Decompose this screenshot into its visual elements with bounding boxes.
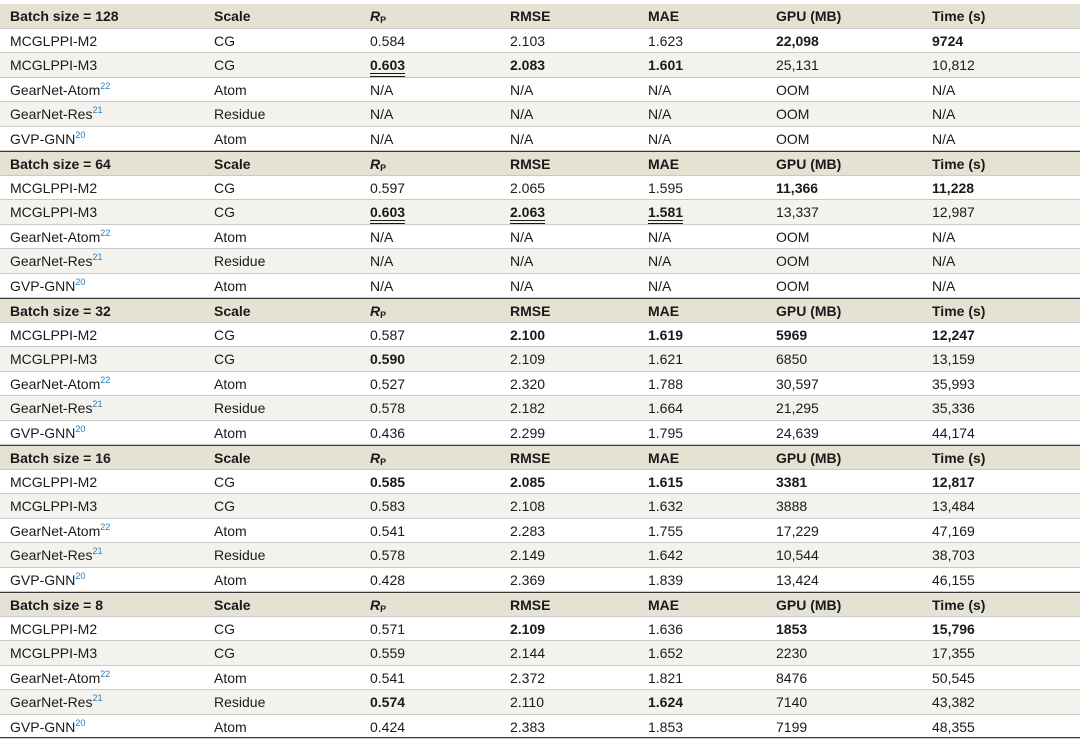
model-name-cell — [10, 127, 85, 151]
model-name: MCGLPPI-M2 — [10, 620, 98, 637]
rp-cell: N/A — [370, 277, 394, 294]
model-name-cell — [10, 421, 85, 445]
model-name: GVP-GNN — [10, 424, 76, 441]
mae-cell: 1.795 — [648, 424, 684, 441]
col-header-rp — [370, 299, 386, 323]
gpu-cell: 22,098 — [776, 32, 819, 49]
rmse-cell: 2.103 — [510, 32, 546, 49]
col-header-scale: Scale — [214, 8, 251, 24]
col-header-gpu: GPU (MB) — [776, 156, 842, 172]
batch-group — [0, 4, 1080, 151]
time-cell: 47,169 — [932, 522, 975, 539]
rmse-cell: 2.283 — [510, 522, 546, 539]
col-header-time: Time (s) — [932, 303, 986, 319]
rp-cell: N/A — [370, 228, 394, 245]
table-row — [0, 225, 1080, 250]
time-cell: 46,155 — [932, 571, 975, 588]
rp-cell: 0.587 — [370, 326, 406, 343]
rp-cell: N/A — [370, 106, 394, 122]
col-header-rp-symbol: R — [370, 8, 381, 24]
mae-cell: 1.623 — [648, 32, 684, 49]
time-cell: 12,817 — [932, 473, 975, 490]
rp-cell: 0.541 — [370, 669, 406, 686]
gpu-cell: 13,337 — [776, 204, 819, 220]
rmse-cell: 2.065 — [510, 179, 546, 196]
model-name-cell — [10, 568, 85, 592]
table-row — [0, 543, 1080, 568]
rmse-cell: 2.109 — [510, 351, 546, 367]
time-cell: 10,812 — [932, 57, 975, 73]
citation-ref: 20 — [75, 570, 86, 581]
rp-cell: 0.541 — [370, 522, 406, 539]
mae-cell: 1.642 — [648, 547, 684, 563]
rmse-cell: N/A — [510, 106, 534, 122]
gpu-cell: 2230 — [776, 645, 808, 661]
model-name-cell — [10, 690, 102, 714]
gpu-cell: 21,295 — [776, 400, 819, 416]
time-cell: 17,355 — [932, 645, 975, 661]
table-row — [0, 568, 1080, 593]
scale-cell: CG — [214, 351, 235, 367]
rmse-cell: 2.100 — [510, 326, 546, 343]
citation-ref: 20 — [75, 129, 86, 140]
rp-cell: N/A — [370, 81, 394, 98]
model-name-cell — [10, 641, 97, 665]
rp-cell: 0.527 — [370, 375, 406, 392]
mae-cell: 1.581 — [648, 203, 683, 224]
table-row — [0, 396, 1080, 421]
time-cell: N/A — [932, 253, 956, 269]
table-row — [0, 323, 1080, 348]
col-header-rmse: RMSE — [510, 450, 551, 466]
scale-cell: Atom — [214, 375, 247, 392]
col-header-time: Time (s) — [932, 450, 986, 466]
batch-group — [0, 592, 1080, 739]
citation-ref: 21 — [92, 105, 103, 115]
model-name-cell — [10, 78, 110, 102]
rp-cell: 0.571 — [370, 620, 406, 637]
col-header-gpu: GPU (MB) — [776, 597, 842, 613]
rmse-cell: 2.369 — [510, 571, 546, 588]
rp-cell: N/A — [370, 130, 394, 147]
col-header-rp-subscript: P — [380, 604, 387, 614]
mae-cell: 1.632 — [648, 498, 684, 514]
model-name: GearNet-Atom — [10, 228, 101, 245]
gpu-cell: OOM — [776, 253, 810, 269]
model-name-cell — [10, 470, 97, 494]
scale-cell: Atom — [214, 424, 247, 441]
batch-size-label: Batch size = 16 — [10, 450, 111, 466]
mae-cell: 1.821 — [648, 669, 684, 686]
gpu-cell: 6850 — [776, 351, 808, 367]
model-name-cell — [10, 494, 97, 518]
model-name: MCGLPPI-M3 — [10, 645, 98, 661]
gpu-cell: OOM — [776, 277, 810, 294]
batch-size-label: Batch size = 128 — [10, 8, 119, 24]
mae-cell: 1.615 — [648, 473, 684, 490]
table-row — [0, 347, 1080, 372]
model-name: GVP-GNN — [10, 277, 76, 294]
rmse-cell: N/A — [510, 228, 534, 245]
citation-ref: 21 — [92, 399, 103, 409]
rmse-cell: N/A — [510, 277, 534, 294]
rp-cell: 0.583 — [370, 498, 406, 514]
col-header-rp-subscript: P — [380, 163, 387, 173]
gpu-cell: 5969 — [776, 326, 808, 343]
scale-cell: Atom — [214, 277, 247, 294]
time-cell: 11,228 — [932, 179, 975, 196]
model-name-cell — [10, 225, 110, 249]
batch-header-row — [0, 445, 1080, 470]
scale-cell: Atom — [214, 228, 247, 245]
citation-ref: 20 — [75, 276, 86, 287]
batch-header-row — [0, 151, 1080, 176]
gpu-cell: 11,366 — [776, 179, 819, 196]
model-name: MCGLPPI-M2 — [10, 179, 98, 196]
col-header-rp — [370, 152, 386, 176]
rmse-cell: 2.144 — [510, 645, 546, 661]
col-header-rp — [370, 593, 386, 617]
model-name: GearNet-Atom — [10, 81, 101, 98]
model-name-cell — [10, 372, 110, 396]
scale-cell: Atom — [214, 718, 247, 735]
scale-cell: Residue — [214, 547, 266, 563]
model-name-cell — [10, 274, 85, 298]
citation-ref: 22 — [100, 80, 111, 91]
table-row — [0, 494, 1080, 519]
rp-cell: 0.603 — [370, 56, 405, 77]
mae-cell: 1.652 — [648, 645, 684, 661]
table-row — [0, 470, 1080, 495]
time-cell: 38,703 — [932, 547, 975, 563]
table-row — [0, 249, 1080, 274]
time-cell: 9724 — [932, 32, 964, 49]
rmse-cell: 2.299 — [510, 424, 546, 441]
col-header-mae: MAE — [648, 597, 680, 613]
rmse-cell: 2.108 — [510, 498, 546, 514]
mae-cell: 1.788 — [648, 375, 684, 392]
col-header-gpu: GPU (MB) — [776, 450, 842, 466]
rmse-cell: 2.063 — [510, 203, 545, 224]
time-cell: 13,159 — [932, 351, 975, 367]
model-name: GearNet-Atom — [10, 522, 101, 539]
model-name: MCGLPPI-M2 — [10, 326, 98, 343]
col-header-mae: MAE — [648, 156, 680, 172]
gpu-cell: 30,597 — [776, 375, 819, 392]
model-name-cell — [10, 519, 110, 543]
table-row — [0, 127, 1080, 152]
batch-header-row — [0, 592, 1080, 617]
col-header-gpu: GPU (MB) — [776, 8, 842, 24]
rmse-cell: 2.110 — [510, 694, 544, 710]
batch-size-label: Batch size = 64 — [10, 156, 111, 172]
mae-cell: 1.839 — [648, 571, 684, 588]
time-cell: 48,355 — [932, 718, 975, 735]
time-cell: N/A — [932, 130, 956, 147]
batch-size-label: Batch size = 8 — [10, 597, 103, 613]
citation-ref: 22 — [100, 521, 111, 532]
model-name-cell — [10, 347, 97, 371]
model-name-cell — [10, 53, 97, 77]
citation-ref: 21 — [92, 252, 103, 262]
model-name: GVP-GNN — [10, 130, 76, 147]
col-header-gpu: GPU (MB) — [776, 303, 842, 319]
gpu-cell: 7140 — [776, 694, 808, 710]
gpu-cell: 7199 — [776, 718, 808, 735]
rp-cell: N/A — [370, 253, 394, 269]
model-name: GearNet-Res — [10, 253, 93, 269]
gpu-cell: 1853 — [776, 620, 808, 637]
mae-cell: N/A — [648, 277, 672, 294]
table-row — [0, 617, 1080, 642]
rp-cell: 0.578 — [370, 400, 406, 416]
rmse-cell: 2.320 — [510, 375, 546, 392]
col-header-rp-symbol: R — [370, 303, 381, 319]
scale-cell: CG — [214, 57, 235, 73]
batch-size-label: Batch size = 32 — [10, 303, 111, 319]
rmse-cell: 2.182 — [510, 400, 546, 416]
citation-ref: 22 — [100, 668, 111, 679]
rmse-cell: 2.109 — [510, 620, 546, 637]
gpu-cell: OOM — [776, 81, 810, 98]
table-row — [0, 200, 1080, 225]
scale-cell: Atom — [214, 522, 247, 539]
col-header-mae: MAE — [648, 450, 680, 466]
scale-cell: CG — [214, 326, 235, 343]
mae-cell: N/A — [648, 253, 672, 269]
mae-cell: N/A — [648, 228, 672, 245]
rmse-cell: 2.149 — [510, 547, 546, 563]
mae-cell: N/A — [648, 130, 672, 147]
rmse-cell: 2.083 — [510, 57, 546, 73]
table-row — [0, 29, 1080, 54]
mae-cell: 1.664 — [648, 400, 684, 416]
scale-cell: CG — [214, 32, 235, 49]
model-name-cell — [10, 396, 102, 420]
rp-cell: 0.559 — [370, 645, 406, 661]
model-name: GearNet-Res — [10, 400, 93, 416]
model-name-cell — [10, 543, 102, 567]
col-header-rp-symbol: R — [370, 450, 381, 466]
mae-cell: 1.755 — [648, 522, 684, 539]
col-header-rmse: RMSE — [510, 597, 551, 613]
mae-cell: N/A — [648, 81, 672, 98]
col-header-rp-symbol: R — [370, 156, 381, 172]
citation-ref: 21 — [92, 546, 103, 556]
model-name-cell — [10, 617, 97, 641]
col-header-rp-subscript: P — [380, 15, 387, 25]
col-header-rp — [370, 4, 386, 28]
results-table — [0, 4, 1080, 739]
rp-cell: 0.424 — [370, 718, 406, 735]
gpu-cell: OOM — [776, 228, 810, 245]
time-cell: N/A — [932, 106, 956, 122]
time-cell: 13,484 — [932, 498, 975, 514]
rmse-cell: N/A — [510, 130, 534, 147]
rmse-cell: 2.383 — [510, 718, 546, 735]
model-name: GVP-GNN — [10, 571, 76, 588]
citation-ref: 20 — [75, 423, 86, 434]
scale-cell: CG — [214, 179, 235, 196]
model-name-cell — [10, 29, 97, 53]
scale-cell: Atom — [214, 81, 247, 98]
scale-cell: CG — [214, 204, 235, 220]
rp-cell: 0.590 — [370, 351, 406, 367]
scale-cell: Residue — [214, 400, 266, 416]
gpu-cell: 10,544 — [776, 547, 819, 563]
scale-cell: Atom — [214, 571, 247, 588]
mae-cell: 1.595 — [648, 179, 684, 196]
col-header-time: Time (s) — [932, 597, 986, 613]
gpu-cell: OOM — [776, 106, 810, 122]
mae-cell: 1.853 — [648, 718, 684, 735]
time-cell: 15,796 — [932, 620, 975, 637]
model-name: MCGLPPI-M3 — [10, 351, 98, 367]
gpu-cell: 8476 — [776, 669, 808, 686]
rp-cell: 0.574 — [370, 694, 406, 710]
model-name: GearNet-Res — [10, 547, 93, 563]
table-row — [0, 53, 1080, 78]
table-row — [0, 102, 1080, 127]
col-header-rmse: RMSE — [510, 303, 551, 319]
model-name: GVP-GNN — [10, 718, 76, 735]
model-name: GearNet-Atom — [10, 669, 101, 686]
model-name-cell — [10, 249, 102, 273]
col-header-mae: MAE — [648, 8, 680, 24]
col-header-time: Time (s) — [932, 156, 986, 172]
col-header-rp — [370, 446, 386, 470]
mae-cell: 1.636 — [648, 620, 684, 637]
scale-cell: Atom — [214, 130, 247, 147]
col-header-mae: MAE — [648, 303, 680, 319]
rp-cell: 0.578 — [370, 547, 406, 563]
table-row — [0, 641, 1080, 666]
model-name: GearNet-Res — [10, 694, 93, 710]
table-row — [0, 176, 1080, 201]
model-name-cell — [10, 666, 110, 690]
rp-cell: 0.585 — [370, 473, 406, 490]
gpu-cell: 25,131 — [776, 57, 819, 73]
col-header-rmse: RMSE — [510, 8, 551, 24]
time-cell: 43,382 — [932, 694, 975, 710]
time-cell: N/A — [932, 228, 956, 245]
col-header-rmse: RMSE — [510, 156, 551, 172]
time-cell: 35,993 — [932, 375, 975, 392]
scale-cell: CG — [214, 620, 235, 637]
batch-header-row — [0, 4, 1080, 29]
scale-cell: Atom — [214, 669, 247, 686]
model-name: GearNet-Res — [10, 106, 93, 122]
table-row — [0, 78, 1080, 103]
model-name-cell — [10, 715, 85, 739]
batch-group — [0, 151, 1080, 298]
mae-cell: 1.601 — [648, 57, 684, 73]
mae-cell: 1.624 — [648, 694, 684, 710]
col-header-scale: Scale — [214, 450, 251, 466]
time-cell: 12,987 — [932, 204, 975, 220]
batch-group — [0, 445, 1080, 592]
citation-ref: 22 — [100, 227, 111, 238]
col-header-time: Time (s) — [932, 8, 986, 24]
rmse-cell: 2.085 — [510, 473, 546, 490]
model-name: MCGLPPI-M3 — [10, 57, 98, 73]
col-header-scale: Scale — [214, 156, 251, 172]
model-name: MCGLPPI-M3 — [10, 204, 98, 220]
time-cell: N/A — [932, 81, 956, 98]
table-row — [0, 715, 1080, 740]
batch-group — [0, 298, 1080, 445]
citation-ref: 20 — [75, 717, 86, 728]
gpu-cell: 13,424 — [776, 571, 819, 588]
model-name-cell — [10, 102, 102, 126]
mae-cell: 1.621 — [648, 351, 684, 367]
col-header-scale: Scale — [214, 597, 251, 613]
time-cell: 12,247 — [932, 326, 975, 343]
model-name-cell — [10, 200, 97, 224]
col-header-rp-symbol: R — [370, 597, 381, 613]
col-header-rp-subscript: P — [380, 310, 387, 320]
table-bottom-rule — [0, 737, 1080, 738]
rp-cell: 0.597 — [370, 179, 406, 196]
model-name-cell — [10, 176, 97, 200]
rp-cell: 0.436 — [370, 424, 406, 441]
table-row — [0, 690, 1080, 715]
scale-cell: Residue — [214, 253, 266, 269]
gpu-cell: 3888 — [776, 498, 808, 514]
col-header-scale: Scale — [214, 303, 251, 319]
table-row — [0, 421, 1080, 446]
scale-cell: CG — [214, 645, 235, 661]
model-name: MCGLPPI-M2 — [10, 32, 98, 49]
mae-cell: N/A — [648, 106, 672, 122]
time-cell: N/A — [932, 277, 956, 294]
scale-cell: Residue — [214, 694, 266, 710]
rp-cell: 0.428 — [370, 571, 406, 588]
gpu-cell: 17,229 — [776, 522, 819, 539]
time-cell: 44,174 — [932, 424, 975, 441]
model-name: MCGLPPI-M3 — [10, 498, 98, 514]
mae-cell: 1.619 — [648, 326, 684, 343]
gpu-cell: OOM — [776, 130, 810, 147]
time-cell: 35,336 — [932, 400, 975, 416]
rmse-cell: 2.372 — [510, 669, 546, 686]
scale-cell: Residue — [214, 106, 266, 122]
table-row — [0, 666, 1080, 691]
model-name-cell — [10, 323, 97, 347]
gpu-cell: 3381 — [776, 473, 808, 490]
model-name: GearNet-Atom — [10, 375, 101, 392]
rp-cell: 0.584 — [370, 32, 406, 49]
batch-header-row — [0, 298, 1080, 323]
rp-cell: 0.603 — [370, 203, 405, 224]
col-header-rp-subscript: P — [380, 457, 387, 467]
scale-cell: CG — [214, 498, 235, 514]
table-row — [0, 372, 1080, 397]
rmse-cell: N/A — [510, 253, 534, 269]
scale-cell: CG — [214, 473, 235, 490]
gpu-cell: 24,639 — [776, 424, 819, 441]
citation-ref: 22 — [100, 374, 111, 385]
model-name: MCGLPPI-M2 — [10, 473, 98, 490]
time-cell: 50,545 — [932, 669, 975, 686]
rmse-cell: N/A — [510, 81, 534, 98]
citation-ref: 21 — [92, 693, 103, 703]
table-row — [0, 274, 1080, 299]
table-row — [0, 519, 1080, 544]
